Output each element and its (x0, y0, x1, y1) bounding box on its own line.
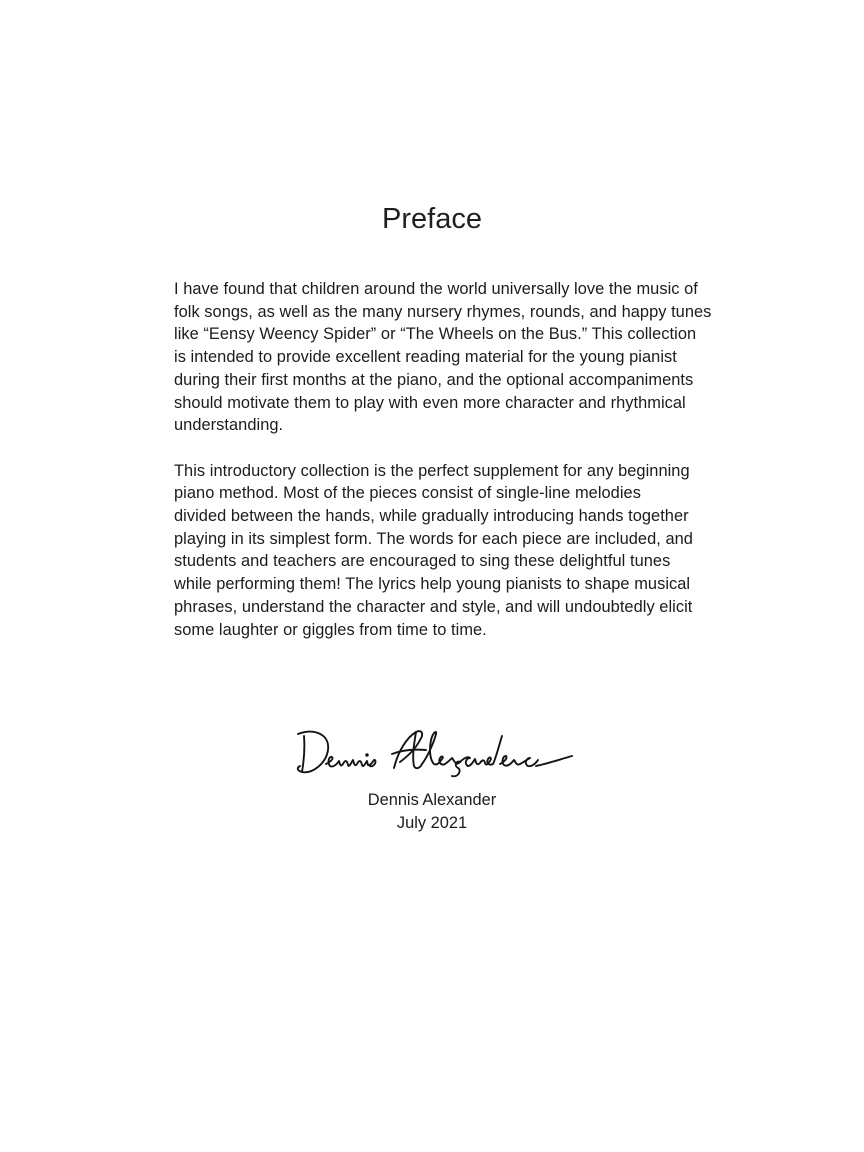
text-line: divided between the hands, while gradually introducing hands together (174, 507, 689, 526)
text-line: is intended to provide excellent reading material for the young pianist (174, 348, 677, 367)
handwritten-signature (290, 722, 580, 780)
text-line: some laughter or giggles from time to time. (174, 620, 487, 639)
preface-body (174, 278, 712, 641)
paragraph-2 (174, 460, 698, 642)
text-line: during their first months at the piano, and the optional accompaniments (174, 370, 694, 389)
signature-block (0, 789, 864, 834)
text-line: while performing them! The lyrics help young pianists to shape musical (174, 575, 691, 594)
text-line: phrases, understand the character and style, and will undoubtedly elicit (174, 597, 693, 616)
page-title: Preface (382, 203, 482, 235)
text-line: I have found that children around the world universally love the music of (174, 280, 698, 298)
text-line: like “Eensy Weency Spider” or “The Wheels on the Bus.” This collection (174, 325, 697, 344)
text-line: should motivate them to play with even more character and rhythmical (174, 393, 686, 412)
author-name: Dennis Alexander (367, 791, 497, 809)
text-line: students and teachers are encouraged to sing these delightful tunes (174, 552, 671, 571)
paragraph-1 (174, 278, 712, 437)
text-line: piano method. Most of the pieces consist of single-line melodies (174, 484, 641, 503)
text-line: playing in its simplest form. The words for each piece are included, and (174, 529, 693, 548)
text-line: This introductory collection is the perfect supplement for any beginning (174, 461, 690, 480)
signature-date: July 2021 (396, 813, 468, 832)
text-line: folk songs, as well as the many nursery rhymes, rounds, and happy tunes (174, 302, 712, 321)
text-line: understanding. (174, 416, 284, 435)
